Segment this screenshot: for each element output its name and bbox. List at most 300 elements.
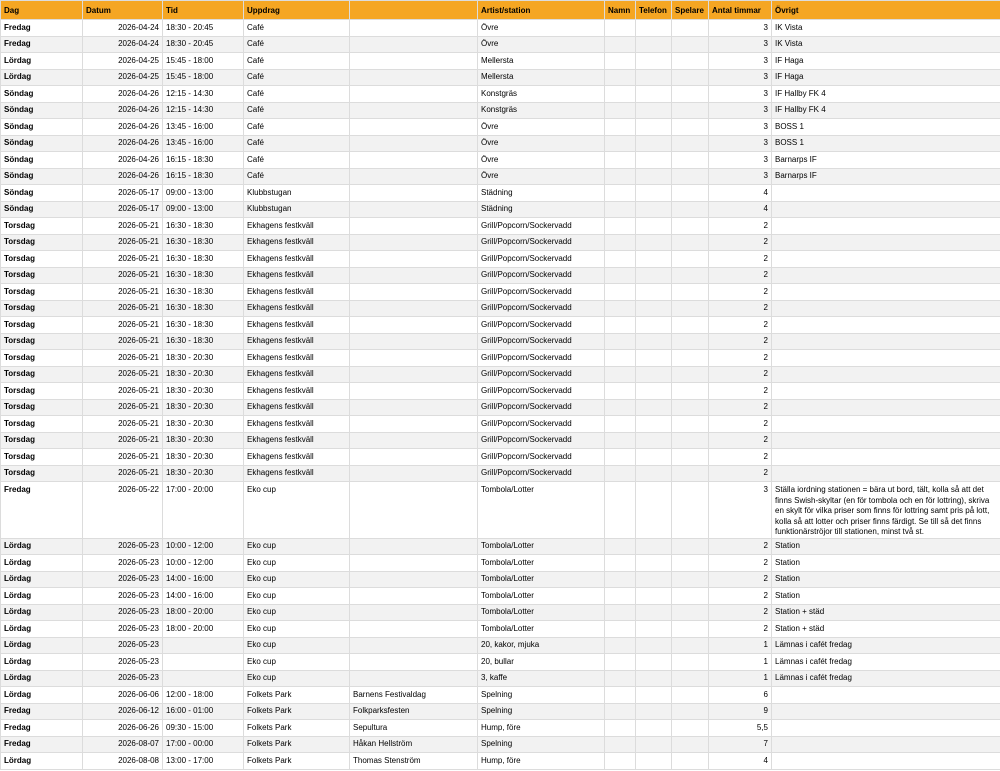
cell-dag[interactable]: Torsdag [1,218,83,235]
cell-uppdrag[interactable]: Ekhagens festkväll [244,300,350,317]
cell-tid[interactable]: 13:45 - 16:00 [163,119,244,136]
cell-tid[interactable]: 16:30 - 18:30 [163,251,244,268]
cell-artist-station[interactable]: Mellersta [478,69,605,86]
cell-telefon[interactable] [636,201,672,218]
cell-artist-station[interactable]: Grill/Popcorn/Sockervadd [478,234,605,251]
cell-dag[interactable]: Fredag [1,703,83,720]
cell-datum[interactable]: 2026-05-21 [83,465,163,482]
cell-namn[interactable] [605,333,636,350]
cell-datum[interactable]: 2026-05-21 [83,432,163,449]
cell-extra[interactable] [350,284,478,301]
cell-telefon[interactable] [636,416,672,433]
cell-datum[interactable]: 2026-05-23 [83,637,163,654]
cell-antal-timmar[interactable]: 2 [709,383,772,400]
cell-ovrigt[interactable] [772,432,1000,449]
cell-datum[interactable]: 2026-06-12 [83,703,163,720]
cell-telefon[interactable] [636,432,672,449]
cell-ovrigt[interactable] [772,465,1000,482]
header-artist-station[interactable]: Artist/station [478,1,605,20]
cell-datum[interactable]: 2026-04-26 [83,86,163,103]
cell-uppdrag[interactable]: Café [244,119,350,136]
cell-telefon[interactable] [636,86,672,103]
header-datum[interactable]: Datum [83,1,163,20]
cell-uppdrag[interactable]: Klubbstugan [244,185,350,202]
cell-namn[interactable] [605,350,636,367]
cell-antal-timmar[interactable]: 2 [709,555,772,572]
cell-dag[interactable]: Lördag [1,654,83,671]
cell-uppdrag[interactable]: Café [244,152,350,169]
cell-antal-timmar[interactable]: 2 [709,333,772,350]
cell-uppdrag[interactable]: Eko cup [244,654,350,671]
cell-datum[interactable]: 2026-04-26 [83,135,163,152]
cell-dag[interactable]: Lördag [1,621,83,638]
cell-datum[interactable]: 2026-05-21 [83,333,163,350]
cell-ovrigt[interactable] [772,234,1000,251]
cell-namn[interactable] [605,588,636,605]
cell-spelare[interactable] [672,267,709,284]
cell-extra[interactable] [350,300,478,317]
cell-dag[interactable]: Lördag [1,69,83,86]
cell-artist-station[interactable]: Grill/Popcorn/Sockervadd [478,416,605,433]
cell-uppdrag[interactable]: Ekhagens festkväll [244,432,350,449]
cell-dag[interactable]: Söndag [1,135,83,152]
cell-tid[interactable]: 16:30 - 18:30 [163,333,244,350]
cell-dag[interactable]: Söndag [1,152,83,169]
cell-tid[interactable]: 14:00 - 16:00 [163,571,244,588]
cell-dag[interactable]: Torsdag [1,251,83,268]
cell-uppdrag[interactable]: Eko cup [244,637,350,654]
cell-namn[interactable] [605,538,636,555]
cell-uppdrag[interactable]: Folkets Park [244,703,350,720]
cell-tid[interactable]: 17:00 - 20:00 [163,482,244,539]
cell-dag[interactable]: Torsdag [1,234,83,251]
cell-telefon[interactable] [636,604,672,621]
cell-uppdrag[interactable]: Café [244,69,350,86]
cell-extra[interactable] [350,168,478,185]
cell-antal-timmar[interactable]: 2 [709,571,772,588]
cell-uppdrag[interactable]: Café [244,86,350,103]
cell-tid[interactable]: 10:00 - 12:00 [163,555,244,572]
cell-antal-timmar[interactable]: 3 [709,168,772,185]
cell-tid[interactable]: 18:30 - 20:45 [163,36,244,53]
cell-datum[interactable]: 2026-05-21 [83,267,163,284]
cell-antal-timmar[interactable]: 2 [709,300,772,317]
cell-spelare[interactable] [672,20,709,37]
cell-telefon[interactable] [636,571,672,588]
cell-datum[interactable]: 2026-05-21 [83,383,163,400]
cell-artist-station[interactable]: Tombola/Lotter [478,555,605,572]
cell-extra[interactable]: Thomas Stenström [350,753,478,770]
cell-antal-timmar[interactable]: 3 [709,482,772,539]
cell-dag[interactable]: Lördag [1,571,83,588]
cell-telefon[interactable] [636,399,672,416]
cell-extra[interactable] [350,185,478,202]
cell-artist-station[interactable]: Spelning [478,687,605,704]
cell-datum[interactable]: 2026-06-26 [83,720,163,737]
header-ovrigt[interactable]: Övrigt [772,1,1000,20]
cell-datum[interactable]: 2026-04-25 [83,69,163,86]
cell-datum[interactable]: 2026-05-21 [83,300,163,317]
cell-telefon[interactable] [636,637,672,654]
cell-datum[interactable]: 2026-05-23 [83,621,163,638]
cell-antal-timmar[interactable]: 3 [709,135,772,152]
cell-datum[interactable]: 2026-04-25 [83,53,163,70]
cell-artist-station[interactable]: 20, kakor, mjuka [478,637,605,654]
cell-tid[interactable]: 16:30 - 18:30 [163,218,244,235]
cell-antal-timmar[interactable]: 2 [709,621,772,638]
cell-spelare[interactable] [672,465,709,482]
cell-ovrigt[interactable]: Ställa iordning stationen = bära ut bord, tält, kolla så att det finns Swish-skyltar (en för tombola och en för lottring), skriva en skylt för vilka priser som finns för lottring samt pris på lott, kolla så att lotter och priser finns färdigt. Se till så det finns funktionärströjor till stationen, minst två st. [772,482,1000,539]
cell-extra[interactable] [350,416,478,433]
cell-namn[interactable] [605,53,636,70]
cell-dag[interactable]: Lördag [1,53,83,70]
cell-dag[interactable]: Torsdag [1,383,83,400]
cell-artist-station[interactable]: Grill/Popcorn/Sockervadd [478,399,605,416]
cell-telefon[interactable] [636,267,672,284]
cell-namn[interactable] [605,555,636,572]
cell-ovrigt[interactable] [772,366,1000,383]
cell-spelare[interactable] [672,350,709,367]
cell-ovrigt[interactable]: Lämnas i cafét fredag [772,670,1000,687]
cell-datum[interactable]: 2026-08-07 [83,736,163,753]
cell-spelare[interactable] [672,201,709,218]
cell-extra[interactable] [350,482,478,539]
cell-ovrigt[interactable] [772,703,1000,720]
cell-telefon[interactable] [636,284,672,301]
cell-telefon[interactable] [636,621,672,638]
cell-telefon[interactable] [636,703,672,720]
cell-extra[interactable] [350,449,478,466]
cell-uppdrag[interactable]: Eko cup [244,670,350,687]
cell-spelare[interactable] [672,168,709,185]
cell-extra[interactable] [350,36,478,53]
cell-tid[interactable]: 18:30 - 20:30 [163,449,244,466]
cell-tid[interactable]: 12:15 - 14:30 [163,86,244,103]
cell-telefon[interactable] [636,465,672,482]
cell-tid[interactable]: 18:30 - 20:30 [163,399,244,416]
cell-spelare[interactable] [672,621,709,638]
cell-artist-station[interactable]: Övre [478,168,605,185]
cell-telefon[interactable] [636,185,672,202]
cell-extra[interactable] [350,588,478,605]
cell-ovrigt[interactable] [772,201,1000,218]
cell-telefon[interactable] [636,218,672,235]
cell-spelare[interactable] [672,432,709,449]
cell-telefon[interactable] [636,135,672,152]
cell-extra[interactable] [350,69,478,86]
cell-tid[interactable]: 14:00 - 16:00 [163,588,244,605]
cell-dag[interactable]: Lördag [1,555,83,572]
cell-telefon[interactable] [636,20,672,37]
cell-artist-station[interactable]: 20, bullar [478,654,605,671]
cell-namn[interactable] [605,416,636,433]
cell-extra[interactable] [350,604,478,621]
cell-tid[interactable]: 16:15 - 18:30 [163,152,244,169]
cell-uppdrag[interactable]: Café [244,135,350,152]
cell-spelare[interactable] [672,753,709,770]
cell-extra[interactable] [350,538,478,555]
cell-artist-station[interactable]: Grill/Popcorn/Sockervadd [478,350,605,367]
cell-extra[interactable] [350,366,478,383]
cell-antal-timmar[interactable]: 2 [709,416,772,433]
cell-tid[interactable]: 18:30 - 20:30 [163,383,244,400]
cell-artist-station[interactable]: Grill/Popcorn/Sockervadd [478,465,605,482]
cell-tid[interactable]: 09:00 - 13:00 [163,201,244,218]
cell-namn[interactable] [605,449,636,466]
cell-namn[interactable] [605,687,636,704]
cell-tid[interactable] [163,654,244,671]
cell-ovrigt[interactable] [772,399,1000,416]
cell-extra[interactable] [350,20,478,37]
cell-antal-timmar[interactable]: 9 [709,703,772,720]
cell-uppdrag[interactable]: Ekhagens festkväll [244,366,350,383]
cell-ovrigt[interactable] [772,383,1000,400]
cell-uppdrag[interactable]: Ekhagens festkväll [244,333,350,350]
cell-namn[interactable] [605,218,636,235]
cell-antal-timmar[interactable]: 6 [709,687,772,704]
cell-ovrigt[interactable] [772,300,1000,317]
cell-artist-station[interactable]: Övre [478,135,605,152]
cell-antal-timmar[interactable]: 3 [709,102,772,119]
cell-ovrigt[interactable]: Station [772,538,1000,555]
cell-extra[interactable] [350,201,478,218]
cell-datum[interactable]: 2026-08-08 [83,753,163,770]
cell-datum[interactable]: 2026-04-24 [83,20,163,37]
cell-artist-station[interactable]: Grill/Popcorn/Sockervadd [478,383,605,400]
cell-uppdrag[interactable]: Café [244,36,350,53]
cell-namn[interactable] [605,399,636,416]
cell-telefon[interactable] [636,234,672,251]
cell-telefon[interactable] [636,69,672,86]
cell-ovrigt[interactable]: Barnarps IF [772,152,1000,169]
cell-namn[interactable] [605,119,636,136]
cell-ovrigt[interactable] [772,416,1000,433]
cell-namn[interactable] [605,300,636,317]
cell-namn[interactable] [605,234,636,251]
header-telefon[interactable]: Telefon [636,1,672,20]
cell-dag[interactable]: Torsdag [1,267,83,284]
cell-namn[interactable] [605,317,636,334]
cell-spelare[interactable] [672,687,709,704]
cell-namn[interactable] [605,86,636,103]
cell-dag[interactable]: Torsdag [1,399,83,416]
cell-artist-station[interactable]: Tombola/Lotter [478,482,605,539]
cell-spelare[interactable] [672,637,709,654]
cell-ovrigt[interactable] [772,284,1000,301]
cell-artist-station[interactable]: Övre [478,152,605,169]
cell-uppdrag[interactable]: Ekhagens festkväll [244,251,350,268]
cell-ovrigt[interactable]: Barnarps IF [772,168,1000,185]
cell-dag[interactable]: Lördag [1,753,83,770]
cell-antal-timmar[interactable]: 2 [709,366,772,383]
cell-antal-timmar[interactable]: 2 [709,317,772,334]
cell-uppdrag[interactable]: Eko cup [244,621,350,638]
cell-datum[interactable]: 2026-05-21 [83,317,163,334]
cell-artist-station[interactable]: Konstgräs [478,102,605,119]
cell-namn[interactable] [605,720,636,737]
cell-namn[interactable] [605,284,636,301]
cell-tid[interactable]: 16:30 - 18:30 [163,317,244,334]
cell-extra[interactable] [350,670,478,687]
cell-namn[interactable] [605,736,636,753]
cell-antal-timmar[interactable]: 3 [709,53,772,70]
cell-ovrigt[interactable]: Station [772,555,1000,572]
cell-dag[interactable]: Lördag [1,538,83,555]
cell-artist-station[interactable]: Städning [478,185,605,202]
cell-extra[interactable] [350,135,478,152]
cell-extra[interactable]: Håkan Hellström [350,736,478,753]
cell-extra[interactable] [350,119,478,136]
cell-namn[interactable] [605,251,636,268]
cell-telefon[interactable] [636,300,672,317]
cell-spelare[interactable] [672,333,709,350]
cell-tid[interactable]: 13:45 - 16:00 [163,135,244,152]
cell-antal-timmar[interactable]: 2 [709,399,772,416]
cell-spelare[interactable] [672,317,709,334]
cell-spelare[interactable] [672,482,709,539]
cell-datum[interactable]: 2026-05-23 [83,571,163,588]
cell-tid[interactable]: 12:00 - 18:00 [163,687,244,704]
cell-artist-station[interactable]: Tombola/Lotter [478,604,605,621]
cell-tid[interactable]: 18:30 - 20:30 [163,416,244,433]
cell-spelare[interactable] [672,449,709,466]
cell-extra[interactable] [350,555,478,572]
cell-ovrigt[interactable] [772,251,1000,268]
cell-datum[interactable]: 2026-05-22 [83,482,163,539]
cell-dag[interactable]: Fredag [1,736,83,753]
cell-datum[interactable]: 2026-05-23 [83,670,163,687]
cell-dag[interactable]: Fredag [1,720,83,737]
cell-telefon[interactable] [636,152,672,169]
cell-spelare[interactable] [672,152,709,169]
cell-spelare[interactable] [672,86,709,103]
cell-tid[interactable]: 16:30 - 18:30 [163,267,244,284]
cell-namn[interactable] [605,432,636,449]
cell-ovrigt[interactable]: IK Vista [772,36,1000,53]
cell-tid[interactable]: 15:45 - 18:00 [163,53,244,70]
cell-ovrigt[interactable]: Station + städ [772,621,1000,638]
cell-telefon[interactable] [636,333,672,350]
cell-antal-timmar[interactable]: 2 [709,538,772,555]
cell-dag[interactable]: Söndag [1,86,83,103]
cell-antal-timmar[interactable]: 2 [709,604,772,621]
cell-uppdrag[interactable]: Ekhagens festkväll [244,350,350,367]
cell-datum[interactable]: 2026-04-26 [83,152,163,169]
cell-antal-timmar[interactable]: 4 [709,185,772,202]
cell-namn[interactable] [605,670,636,687]
cell-dag[interactable]: Torsdag [1,284,83,301]
cell-artist-station[interactable]: Grill/Popcorn/Sockervadd [478,267,605,284]
cell-ovrigt[interactable] [772,185,1000,202]
cell-spelare[interactable] [672,300,709,317]
cell-datum[interactable]: 2026-05-21 [83,416,163,433]
cell-extra[interactable] [350,86,478,103]
cell-namn[interactable] [605,102,636,119]
cell-spelare[interactable] [672,383,709,400]
cell-datum[interactable]: 2026-05-21 [83,284,163,301]
cell-artist-station[interactable]: Grill/Popcorn/Sockervadd [478,449,605,466]
cell-spelare[interactable] [672,36,709,53]
cell-artist-station[interactable]: 3, kaffe [478,670,605,687]
cell-datum[interactable]: 2026-04-26 [83,102,163,119]
cell-datum[interactable]: 2026-05-21 [83,449,163,466]
cell-spelare[interactable] [672,555,709,572]
cell-extra[interactable] [350,432,478,449]
cell-datum[interactable]: 2026-05-17 [83,201,163,218]
cell-datum[interactable]: 2026-05-21 [83,218,163,235]
cell-antal-timmar[interactable]: 2 [709,350,772,367]
cell-uppdrag[interactable]: Folkets Park [244,687,350,704]
cell-namn[interactable] [605,20,636,37]
cell-dag[interactable]: Söndag [1,168,83,185]
cell-dag[interactable]: Torsdag [1,300,83,317]
cell-uppdrag[interactable]: Ekhagens festkväll [244,399,350,416]
cell-extra[interactable] [350,251,478,268]
cell-datum[interactable]: 2026-05-23 [83,555,163,572]
cell-extra[interactable] [350,218,478,235]
cell-datum[interactable]: 2026-05-21 [83,366,163,383]
cell-uppdrag[interactable]: Café [244,53,350,70]
cell-antal-timmar[interactable]: 2 [709,449,772,466]
cell-artist-station[interactable]: Tombola/Lotter [478,571,605,588]
cell-extra[interactable] [350,383,478,400]
cell-antal-timmar[interactable]: 2 [709,234,772,251]
cell-uppdrag[interactable]: Folkets Park [244,736,350,753]
cell-telefon[interactable] [636,687,672,704]
cell-tid[interactable]: 16:30 - 18:30 [163,284,244,301]
cell-datum[interactable]: 2026-05-21 [83,251,163,268]
cell-namn[interactable] [605,482,636,539]
cell-uppdrag[interactable]: Ekhagens festkväll [244,284,350,301]
cell-telefon[interactable] [636,753,672,770]
cell-dag[interactable]: Torsdag [1,366,83,383]
cell-extra[interactable] [350,465,478,482]
cell-namn[interactable] [605,135,636,152]
cell-artist-station[interactable]: Grill/Popcorn/Sockervadd [478,366,605,383]
cell-tid[interactable]: 16:00 - 01:00 [163,703,244,720]
cell-dag[interactable]: Fredag [1,482,83,539]
cell-telefon[interactable] [636,366,672,383]
cell-extra[interactable] [350,621,478,638]
cell-antal-timmar[interactable]: 2 [709,432,772,449]
cell-ovrigt[interactable] [772,267,1000,284]
cell-artist-station[interactable]: Hump, före [478,753,605,770]
cell-dag[interactable]: Torsdag [1,432,83,449]
cell-tid[interactable]: 15:45 - 18:00 [163,69,244,86]
cell-dag[interactable]: Fredag [1,36,83,53]
cell-antal-timmar[interactable]: 2 [709,284,772,301]
cell-spelare[interactable] [672,218,709,235]
cell-spelare[interactable] [672,416,709,433]
cell-ovrigt[interactable]: Station + städ [772,604,1000,621]
cell-extra[interactable] [350,350,478,367]
cell-namn[interactable] [605,185,636,202]
cell-antal-timmar[interactable]: 1 [709,654,772,671]
cell-dag[interactable]: Fredag [1,20,83,37]
cell-dag[interactable]: Torsdag [1,333,83,350]
cell-artist-station[interactable]: Övre [478,119,605,136]
cell-dag[interactable]: Torsdag [1,449,83,466]
cell-spelare[interactable] [672,604,709,621]
cell-uppdrag[interactable]: Café [244,20,350,37]
header-extra[interactable] [350,1,478,20]
cell-dag[interactable]: Lördag [1,687,83,704]
cell-namn[interactable] [605,366,636,383]
cell-antal-timmar[interactable]: 3 [709,86,772,103]
cell-namn[interactable] [605,604,636,621]
cell-extra[interactable] [350,637,478,654]
cell-uppdrag[interactable]: Ekhagens festkväll [244,383,350,400]
